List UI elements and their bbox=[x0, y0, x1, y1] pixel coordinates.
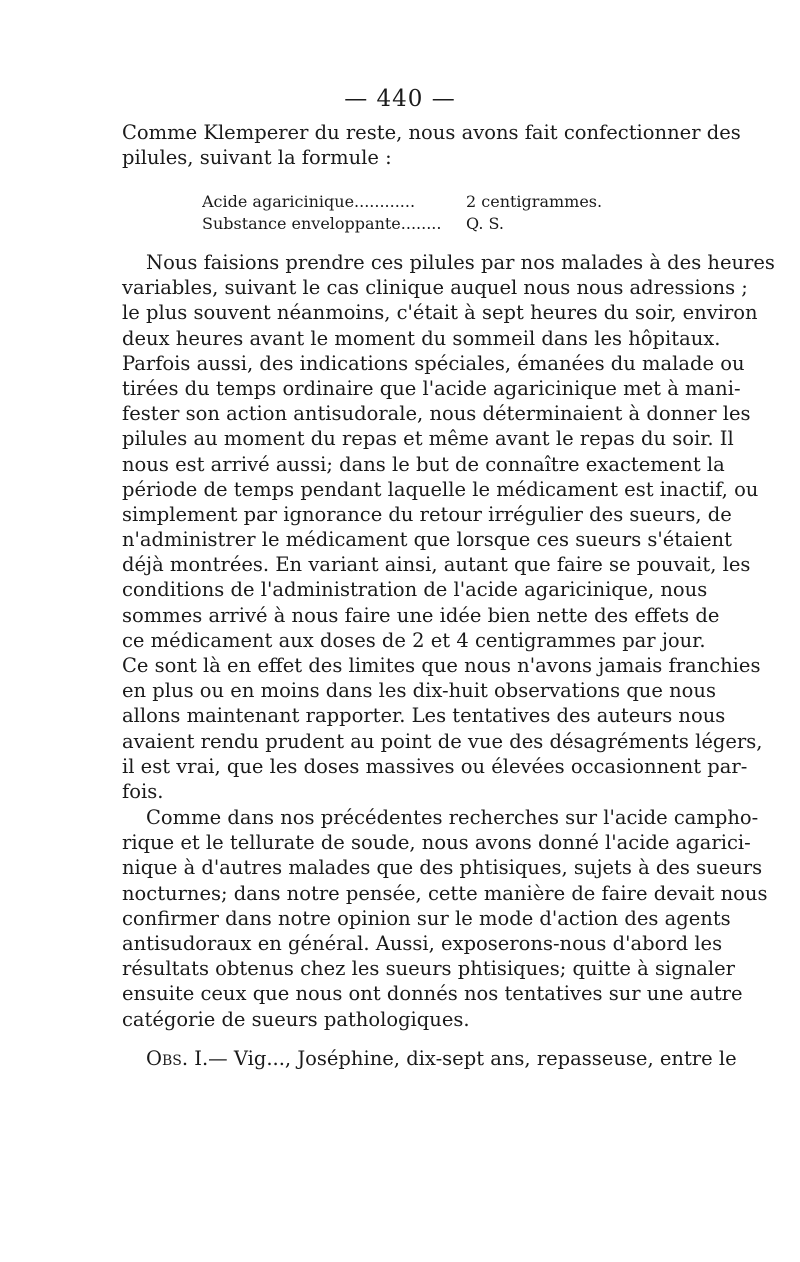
formula-row bbox=[202, 213, 622, 235]
text-line: ce médicament aux doses de 2 et 4 centigrammes par jour. bbox=[122, 628, 706, 652]
text-line: confirmer dans notre opinion sur le mode d'action des agents bbox=[122, 906, 731, 930]
text-line: il est vrai, que les doses massives ou élevées occasionnent par- bbox=[122, 754, 748, 778]
formula-amount: Q. S. bbox=[466, 214, 504, 233]
text-line: Ce sont là en effet des limites que nous n'avons jamais franchies bbox=[122, 654, 761, 677]
text-line: tirées du temps ordinaire que l'acide agaricinique met à mani- bbox=[122, 376, 741, 400]
text-line: fester son action antisudorale, nous déterminaient à donner les bbox=[122, 402, 751, 426]
text-line: allons maintenant rapporter. Les tentatives des auteurs nous bbox=[122, 704, 726, 728]
formula-ingredient: Acide agaricinique............ bbox=[202, 192, 416, 211]
text-line: variables, suivant le cas clinique auquel nous nous adressions ; bbox=[122, 276, 748, 300]
paragraph-2 bbox=[122, 805, 768, 1032]
page-number: — 440 — bbox=[344, 86, 456, 112]
text-line: conditions de l'administration de l'acide agaricinique, nous bbox=[122, 578, 708, 602]
text-line: catégorie de sueurs pathologiques. bbox=[122, 1007, 470, 1031]
text-line: simplement par ignorance du retour irrégulier des sueurs, de bbox=[122, 502, 732, 526]
text-line: deux heures avant le moment du sommeil dans les hôpitaux. bbox=[122, 326, 721, 350]
paragraph-1 bbox=[122, 250, 775, 804]
text-line: en plus ou en moins dans les dix-huit observations que nous bbox=[122, 679, 716, 703]
text-line: fois. bbox=[122, 779, 164, 803]
formula-amount: 2 centigrammes. bbox=[466, 192, 603, 211]
text-line: avaient rendu prudent au point de vue des désagréments légers, bbox=[122, 729, 763, 753]
text-line: déjà montrées. En variant ainsi, autant que faire se pouvait, les bbox=[122, 553, 751, 577]
text-line: pilules, suivant la formule : bbox=[122, 146, 392, 170]
observation-text: — Vig..., Joséphine, dix-sept ans, repasseuse, entre le bbox=[208, 1047, 737, 1070]
intro-text bbox=[122, 120, 741, 170]
text-line: antisudoraux en général. Aussi, exposerons-nous d'abord les bbox=[122, 931, 723, 955]
text-line: n'administrer le médicament que lorsque ces sueurs s'étaient bbox=[122, 528, 732, 552]
text-line: Parfois aussi, des indications spéciales, émanées du malade ou bbox=[122, 351, 745, 375]
observation-entry bbox=[122, 1046, 737, 1071]
text-line bbox=[122, 1046, 737, 1071]
formula-ingredient: Substance enveloppante........ bbox=[202, 214, 442, 233]
text-line: ensuite ceux que nous ont donnés nos tentatives sur une autre bbox=[122, 982, 743, 1006]
text-line: nique à d'autres malades que des phtisiques, sujets à des sueurs bbox=[122, 856, 763, 880]
formula-table bbox=[202, 191, 622, 235]
formula-row bbox=[202, 191, 622, 213]
text-line: Comme Klemperer du reste, nous avons fait confectionner des bbox=[122, 121, 741, 144]
text-line: sommes arrivé à nous faire une idée bien nette des effets de bbox=[122, 603, 720, 627]
text-line: Nous faisions prendre ces pilules par nos malades à des heures bbox=[146, 251, 775, 274]
text-line: nocturnes; dans notre pensée, cette manière de faire devait nous bbox=[122, 881, 768, 905]
text-line: résultats obtenus chez les sueurs phtisiques; quitte à signaler bbox=[122, 957, 735, 981]
text-line: pilules au moment du repas et même avant le repas du soir. Il bbox=[122, 427, 734, 451]
observation-label: Obs. I. bbox=[146, 1047, 209, 1070]
text-line: nous est arrivé aussi; dans le but de connaître exactement la bbox=[122, 452, 725, 476]
text-line: rique et le tellurate de soude, nous avons donné l'acide agarici- bbox=[122, 831, 751, 855]
text-line: le plus souvent néanmoins, c'était à sept heures du soir, environ bbox=[122, 301, 758, 325]
text-line: Comme dans nos précédentes recherches sur l'acide campho- bbox=[146, 806, 759, 829]
text-line: période de temps pendant laquelle le médicament est inactif, ou bbox=[122, 477, 759, 501]
